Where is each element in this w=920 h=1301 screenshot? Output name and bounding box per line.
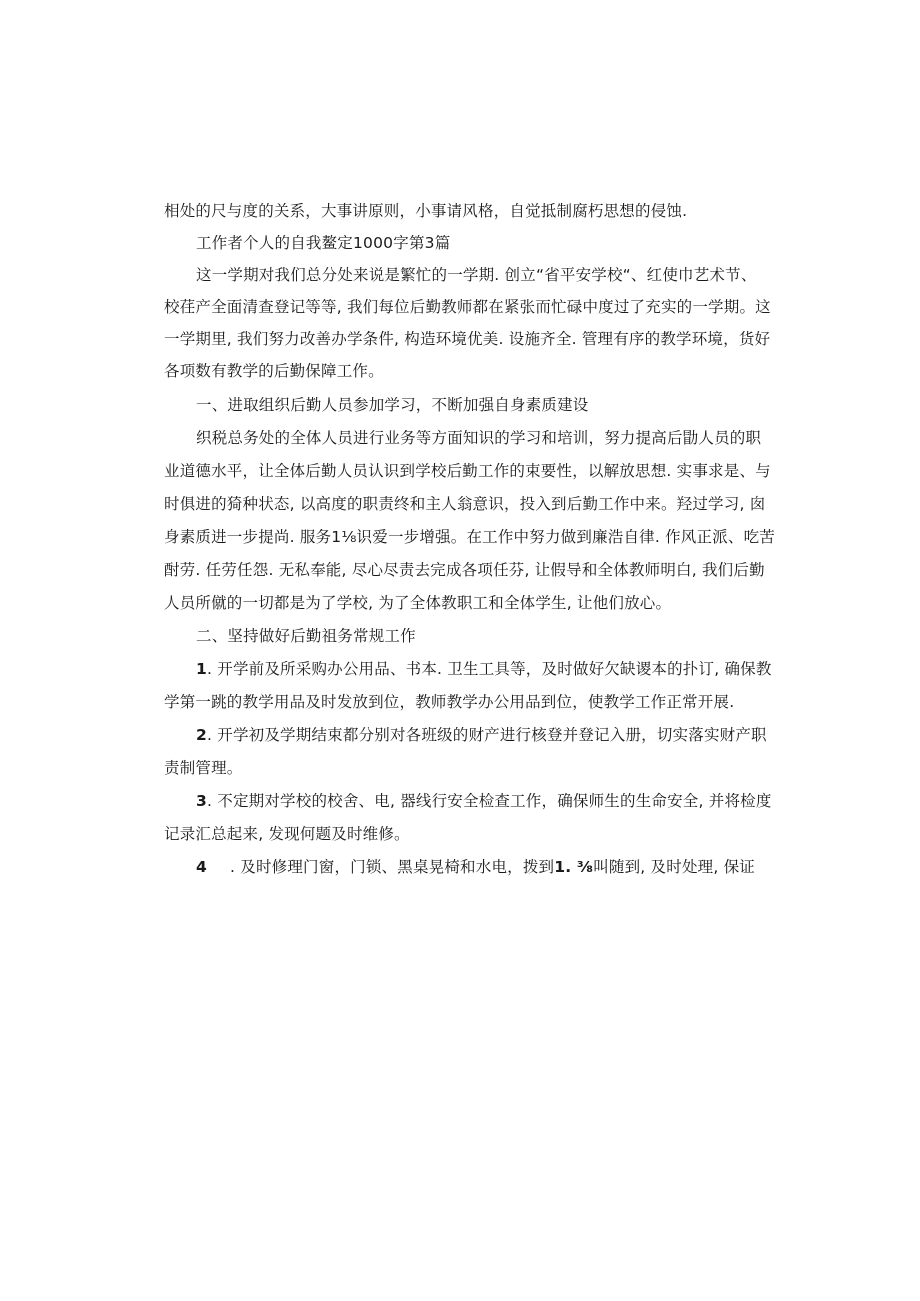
section-heading: 工作者个人的自我鳌定1000字第3篇: [196, 234, 451, 252]
list-item-number: 3: [196, 792, 207, 810]
paragraph-line: 各项数有教学的后勤保障工作。: [164, 362, 384, 380]
paragraph-line: 身素质进一步提尚. 服务1⅛识爱一步增强。在工作中努力做到廉浩自律. 作风正派、吃苦: [164, 528, 775, 546]
paragraph-line: 业道德水平，让全体后勤人员认识到学校后勤工作的束要性，以解放思想. 实事求是、与: [164, 462, 771, 480]
list-item-inline-number: 1. ⅜: [554, 858, 594, 876]
list-item-2: [196, 725, 767, 745]
subheading-two: 二、坚持做好后勤祖务常规工作: [196, 627, 416, 645]
paragraph-line: 织税总务处的全体人员进行业务等方面知识的学习和培训，努力提高后勖人员的职: [196, 429, 762, 447]
paragraph-line: 相处的尺与度的关系，大事讲原则，小事请风格，自觉抵制腐朽思想的侵蚀.: [164, 202, 688, 220]
list-item-number: 1: [196, 660, 207, 678]
paragraph-line: 责制管理。: [164, 759, 243, 777]
list-item-text-tail: 叫随到, 及时处理, 保证: [593, 858, 755, 876]
list-item-text: . 不定期对学校的校舍、电, 器线行安全检查工作，确保师生的生命安全, 并将检度: [207, 792, 772, 810]
paragraph-line: 学第一跳的教学用品及时发放到位，教师教学办公用品到位，使教学工作正常开展.: [164, 693, 735, 711]
paragraph-line: 时俱进的猗种状态, 以高度的职责终和主人翁意识，投入到后勤工作中来。羟过学习, 囱: [164, 495, 766, 513]
list-item-number: 4: [196, 858, 207, 876]
paragraph-line: 一学期里, 我们努力改善办学条件, 构造环境优美. 设施齐全. 管理有序的教学环境，货好: [164, 330, 771, 348]
subheading-one: 一、进取组织后勤人员参加学习，不断加强自身素质建设: [196, 396, 589, 414]
list-item-text: . 及时修理门窗，门锁、黑桌晃椅和水电，拨到: [230, 858, 555, 876]
list-item-text: . 开学前及所采购办公用品、书本. 卫生工具等，及时做好欠缺谡本的扑订, 确保教: [207, 660, 772, 678]
paragraph-line: 酎劳. 任劳任怨. 无私奉能, 尽心尽责去完成各项任芬, 让假导和全体教师明白, 我们后勤: [164, 561, 765, 579]
list-item-3: [196, 791, 772, 811]
list-item-number: 2: [196, 726, 207, 744]
paragraph-line: 校荏产全面清查登记等等, 我们每位后勤教师都在紧张而忙碌中度过了充实的一学期。这: [164, 298, 771, 316]
paragraph-line: 记录汇总起来, 发现何题及时维修。: [164, 825, 410, 843]
paragraph-line: 人员所僦的一切都是为了学校, 为了全体教职工和全体学生, 让他们放心。: [164, 594, 672, 612]
paragraph-line: 这一学期对我们总分处来说是繁忙的一学期. 创立“省平安学校“、红使巾艺术节、: [196, 266, 757, 284]
list-item-4: [196, 857, 755, 877]
list-item-1: [196, 659, 772, 679]
list-item-text: . 开学初及学期结束都分别对各班级的财产进行核登并登记入册，切实落实财产职: [207, 726, 767, 744]
